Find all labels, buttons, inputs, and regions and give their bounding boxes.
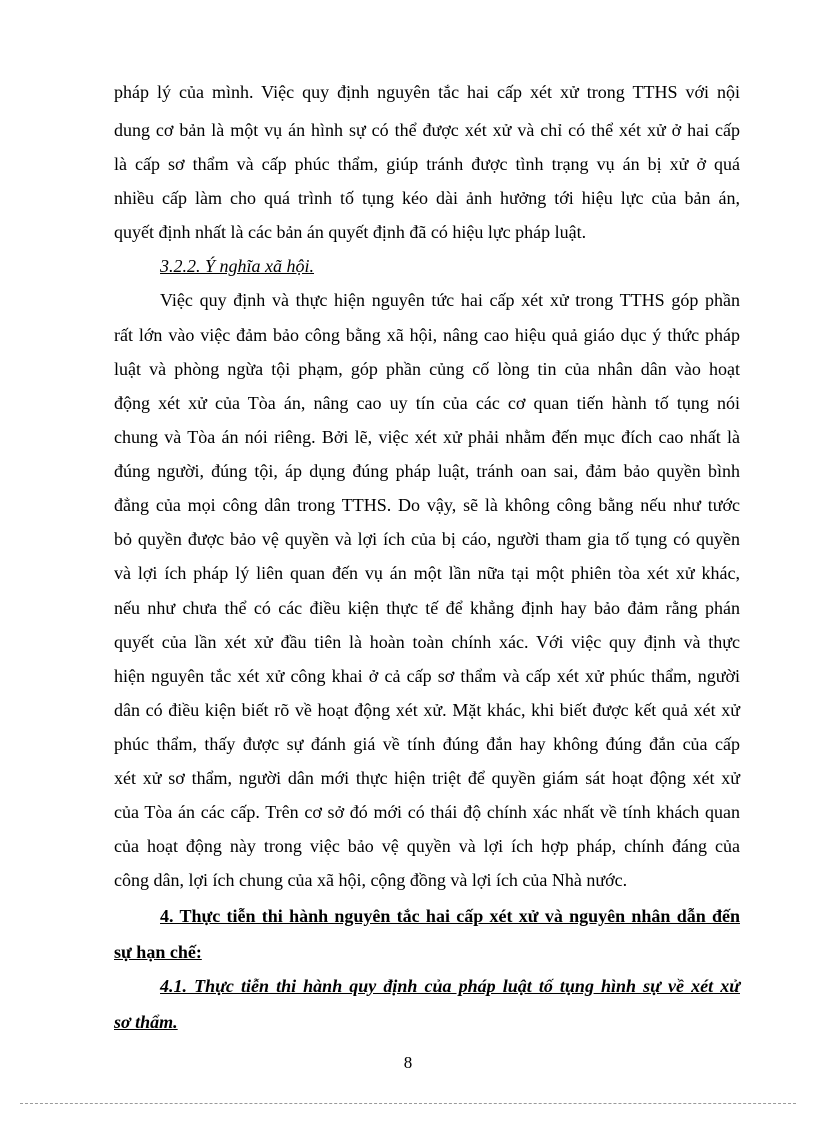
section-heading-4-1: 4.1. Thực tiễn thi hành quy định của pháp luật tố tụng hình sự về xét xử — [160, 976, 740, 996]
paragraph-line: quyết của lần xét xử đầu tiên là hoàn toàn chính xác. Với việc quy định và thực — [114, 632, 740, 652]
paragraph-line: rất lớn vào việc đảm bảo công bằng xã hội, nâng cao hiệu quả giáo dục ý thức pháp — [114, 325, 740, 345]
footer-divider — [20, 1103, 796, 1104]
paragraph-line: đẳng của mọi công dân trong TTHS. Do vậy, sẽ là không công bằng nếu như tước — [114, 495, 740, 515]
section-heading-3-2-2: 3.2.2. Ý nghĩa xã hội. — [160, 256, 315, 276]
paragraph-line: dung cơ bản là một vụ án hình sự có thể được xét xử và chỉ có thể xét xử ở hai cấp — [114, 120, 740, 140]
paragraph-line: xét xử sơ thẩm, người dân mới thực hiện triệt để quyền giám sát hoạt động xét xử — [114, 768, 740, 788]
section-heading-4: 4. Thực tiễn thi hành nguyên tắc hai cấp xét xử và nguyên nhân dẫn đến — [160, 906, 740, 926]
paragraph-line: dân có điều kiện biết rõ về hoạt động xét xử. Mặt khác, khi biết được kết quả xét xử — [114, 700, 740, 720]
paragraph-line: của Tòa án các cấp. Trên cơ sở đó mới có thái độ chính xác nhất về tính khách quan — [114, 802, 740, 822]
paragraph-line: phúc thẩm, thấy được sự đánh giá về tính đúng đắn hay không đúng đắn của cấp — [114, 734, 740, 754]
paragraph-line: đúng người, đúng tội, áp dụng đúng pháp luật, tránh oan sai, đảm bảo quyền bình — [114, 461, 740, 481]
paragraph-line: hiện nguyên tắc xét xử công khai ở cả cấp sơ thẩm và cấp xét xử phúc thẩm, người — [114, 666, 740, 686]
section-heading-4-1-continued: sơ thẩm. — [114, 1012, 178, 1032]
section-heading-4-continued: sự hạn chế: — [114, 942, 202, 962]
paragraph-line: và lợi ích pháp lý liên quan đến vụ án một lần nữa tại một phiên tòa xét xử khác, — [114, 563, 740, 583]
paragraph-line: bỏ quyền được bảo vệ quyền và lợi ích của bị cáo, người tham gia tố tụng có quyền — [114, 529, 740, 549]
paragraph-line: Việc quy định và thực hiện nguyên tức hai cấp xét xử trong TTHS góp phần — [160, 290, 740, 310]
paragraph-line: nhiều cấp làm cho quá trình tố tụng kéo dài ảnh hưởng tới hiệu lực của bản án, — [114, 188, 740, 208]
paragraph-line: quyết định nhất là các bản án quyết định đã có hiệu lực pháp luật. — [114, 222, 587, 242]
paragraph-line: động xét xử của Tòa án, nâng cao uy tín của các cơ quan tiến hành tố tụng nói — [114, 393, 740, 413]
paragraph-line: chung và Tòa án nói riêng. Bởi lẽ, việc xét xử phải nhằm đến mục đích cao nhất là — [114, 427, 740, 447]
paragraph-line: nếu như chưa thể có các điều kiện thực tế để khẳng định hay bảo đảm rằng phán — [114, 598, 740, 618]
paragraph-line: của hoạt động này trong việc bảo vệ quyền và lợi ích hợp pháp, chính đáng của — [114, 836, 740, 856]
paragraph-line: pháp lý của mình. Việc quy định nguyên tắc hai cấp xét xử trong TTHS với nội — [114, 82, 740, 102]
paragraph-line: là cấp sơ thẩm và cấp phúc thẩm, giúp tránh được tình trạng vụ án bị xử ở quá — [114, 154, 740, 174]
paragraph-line: luật và phòng ngừa tội phạm, góp phần củng cố lòng tin của nhân dân vào hoạt — [114, 359, 740, 379]
page-number: 8 — [403, 1053, 413, 1072]
paragraph-line: công dân, lợi ích chung của xã hội, cộng đồng và lợi ích của Nhà nước. — [114, 870, 628, 890]
